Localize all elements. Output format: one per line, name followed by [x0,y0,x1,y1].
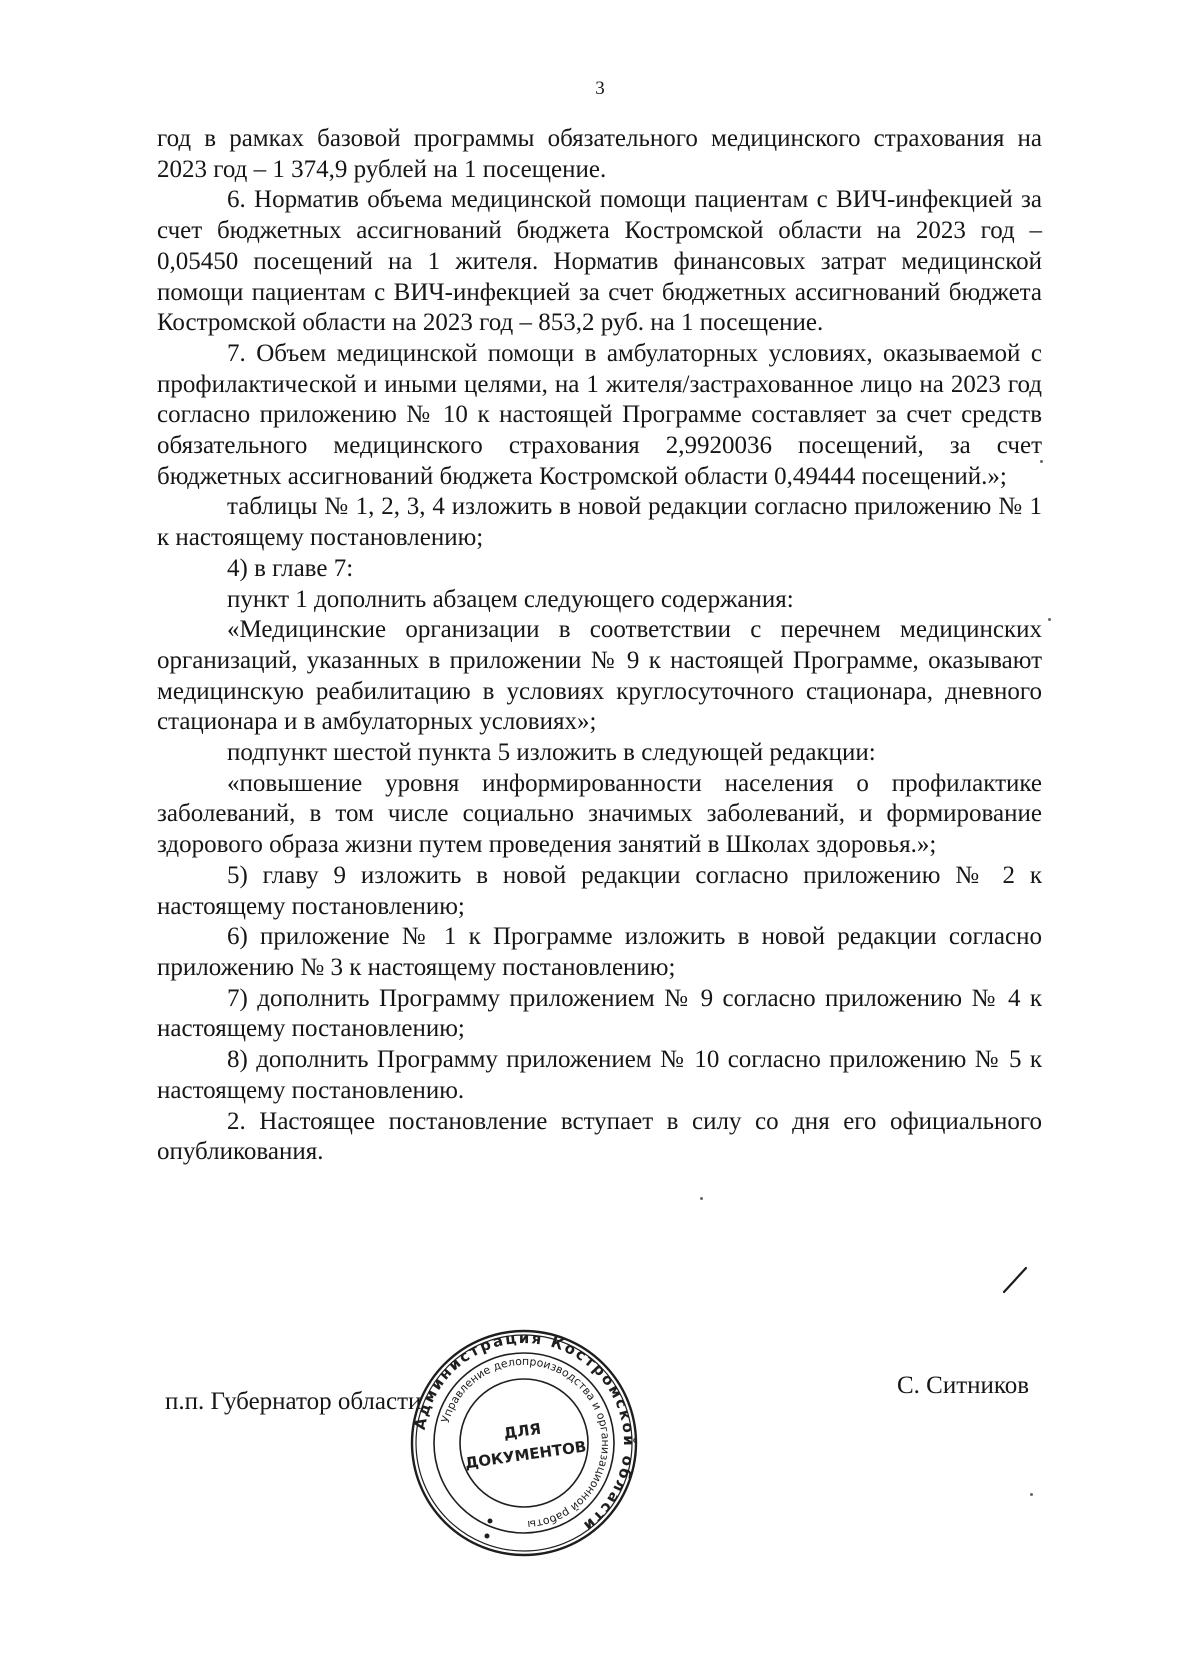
stamp-star-mark [488,1519,493,1524]
paragraph: 2. Настоящее постановление вступает в силу со дня его официального опубликования. [157,1107,1042,1166]
stamp-outer-text: Администрация Костромской области [410,1328,639,1537]
paragraph: 7. Объем медицинской помощи в амбулаторных условиях, оказываемой с профилактической и иными целями, на 1 жителя/застрахованное лицо на 2023 год согласно приложению № 10 к настоящей Программе составляет за счет средств обязательного медицинского страхования 2,9920036 посещений, за счет бюджетных ассигнований бюджета Костромской области 0,49444 посещений.»; [157,339,1042,490]
stamp-center-line-2: ДОКУМЕНТОВ [463,1437,588,1473]
scan-speck [1040,460,1043,463]
scan-speck [700,1197,703,1200]
paragraph: 5) главу 9 изложить в новой редакции согласно приложению № 2 к настоящему постановлению; [157,861,1042,920]
signatory-name: С. Ситников [897,1372,1030,1399]
stamp-star-mark [485,1534,490,1539]
paragraph: 6. Норматив объема медицинской помощи пациентам с ВИЧ-инфекцией за счет бюджетных ассигнований бюджета Костромской области на 2023 год – 0,05450 посещений на 1 жителя. Норматив финансовых затрат медицинской помощи пациентам с ВИЧ-инфекцией за счет бюджетных ассигнований бюджета Костромской области на 2023 год – 853,2 руб. на 1 посещение. [157,186,1042,337]
paragraph: 7) дополнить Программу приложением № 9 согласно приложению № 4 к настоящему постановлению; [157,984,1042,1043]
paragraph: 6) приложение № 1 к Программе изложить в новой редакции согласно приложению № 3 к настоящему постановлению; [157,923,1042,981]
stamp-inner-text: Управление делопроизводства и организационной работы [438,1354,613,1532]
svg-text:Управление делопроизводства и [439,1355,612,1531]
document-body [157,124,1042,1168]
paragraph: «Медицинские организации в соответствии с перечнем медицинских организаций, указанных в приложении № 9 к настоящей Программе, оказывают медицинскую реабилитацию в условиях круглосуточного стационара, дневного стационара и в амбулаторных условиях»; [157,616,1042,736]
stamp-center-line-1: ДЛЯ [502,1419,543,1443]
paragraph: пункт 1 дополнить абзацем следующего содержания: [227,585,794,613]
page-number: 3 [595,78,605,99]
paragraph: 8) дополнить Программу приложением № 10 согласно приложению № 5 к настоящему постановлению. [157,1046,1042,1104]
signatory-title: п.п. Губернатор области [165,1388,422,1415]
paragraph: год в рамках базовой программы обязательного медицинского страхования на 2023 год – 1 374,9 рублей на 1 посещение. [157,125,1042,183]
handwritten-tick-mark [1000,1265,1030,1295]
paragraph: «повышение уровня информированности населения о профилактике заболеваний, в том числе социально значимых заболеваний, и формирование здорового образа жизни путем проведения занятий в Школах здоровья.»; [157,769,1042,859]
official-round-stamp [405,1328,643,1558]
paragraph: подпункт шестой пункта 5 изложить в следующей редакции: [227,739,876,767]
paragraph: 4) в главе 7: [227,554,354,582]
scan-speck [1030,1493,1033,1496]
paragraph: таблицы № 1, 2, 3, 4 изложить в новой редакции согласно приложению № 1 к настоящему постановлению; [157,493,1042,552]
scan-speck [1048,618,1051,621]
